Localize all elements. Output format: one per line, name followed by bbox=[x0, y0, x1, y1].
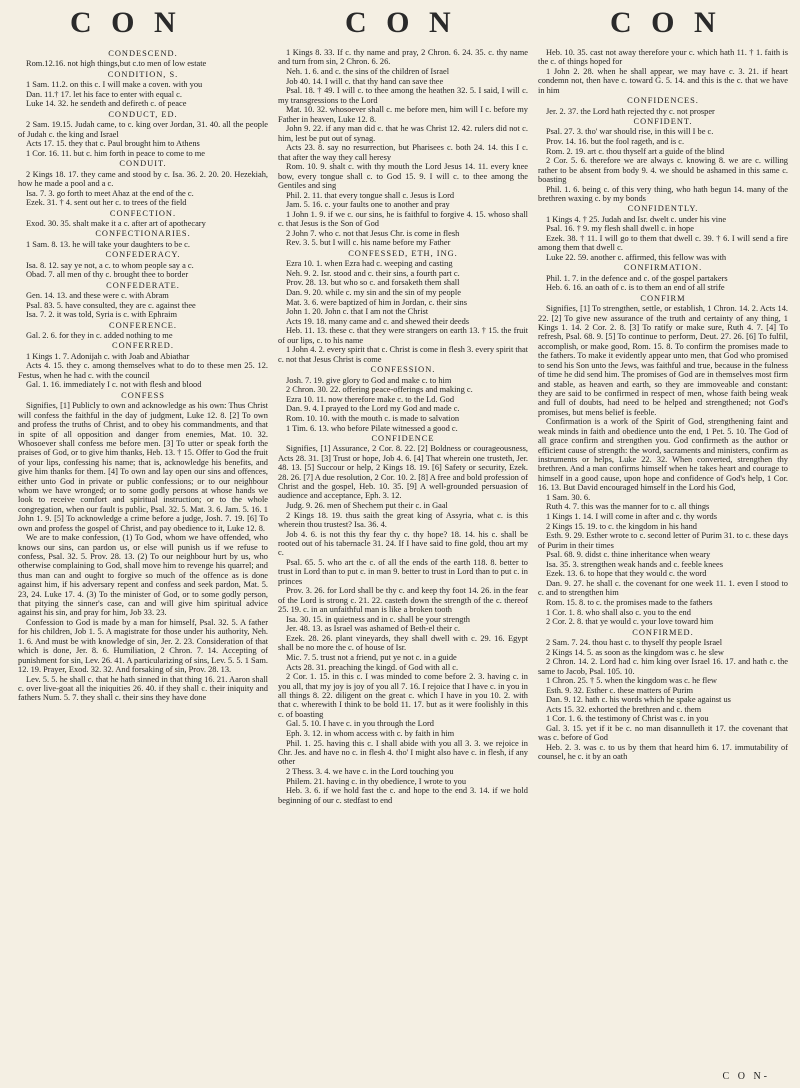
entry-text: Isa. 8. 12. say ye not, a c. to whom people say a c. bbox=[26, 260, 194, 270]
entry-text: Ezek. 28. 26. plant vineyards, they shall dwell with c. 29. 16. Egypt shall be no more the c. of house of Isr. bbox=[278, 633, 528, 653]
entry-headword: CONFIRMATION. bbox=[623, 263, 703, 273]
entry-text: 1 Sam. 11.2. on this c. I will make a coven. with you bbox=[26, 80, 203, 90]
entry-text: 1 Kings 8. 33. If c. thy name and pray, 2 Chron. 6. 24. 35. c. thy name and turn from sin, 2 Chron. 6. 26. bbox=[278, 48, 528, 67]
entry-text: Psal. 83. 5. have consulted, they are c. against thee bbox=[26, 300, 196, 310]
entry-text: Gal. 5. 10. I have c. in you through the Lord bbox=[286, 719, 434, 729]
entry-headword: CONFIDENCES. bbox=[627, 96, 699, 106]
entry-text: Acts 28. 31. preaching the kingd. of God with all c. bbox=[286, 662, 459, 672]
entry-text: Phil. 2. 11. that every tongue shall c. Jesus is Lord bbox=[286, 190, 455, 200]
entry-text: Lev. 5. 5. he shall c. that he hath sinned in that thing 16. 21. Aaron shall c. over live-goat all the iniquities 26. 40. if they shall c. their iniquity and fathers Num. 5. 7. they shall c. their sins they have done bbox=[18, 674, 268, 703]
entry-text: 2 Cor. 2. 8. that ye would c. your love toward him bbox=[546, 617, 714, 627]
running-header bbox=[0, 6, 800, 42]
entry-text: Phil. 1. 25. having this c. I shall abide with you all 3. 3. we rejoice in Chr. Jes. and have no c. in flesh 4. tho' I might also have c. in flesh, if any other bbox=[278, 738, 528, 767]
entry-text: Judg. 9. 26. men of Shechem put their c. in Gaal bbox=[286, 500, 448, 510]
entry-text: Prov. 14. 16. but the fool rageth, and is c. bbox=[546, 137, 685, 147]
entry-text: Josh. 7. 19. give glory to God and make c. to him bbox=[286, 375, 452, 385]
entry-text: Isa. 30. 15. in quietness and in c. shall be your strength bbox=[286, 614, 470, 624]
entry-text: Heb. 11. 13. these c. that they were strangers on earth 13. † 15. the fruit of our lips, c. to his name bbox=[278, 326, 528, 345]
entry-text: Prov. 3. 26. for Lord shall be thy c. and keep thy foot 14. 26. in the fear of the Lord is strong c. 21. 22. casteth down the strength of the c. thereof 25. 19. c. in an unfaithful man is like a broken tooth bbox=[278, 586, 528, 615]
entry-text: Dan. 9. 27. he shall c. the covenant for one week 11. 1. even I stood to c. and to strengthen him bbox=[538, 578, 788, 598]
entry-text: Philem. 21. having c. in thy obedience, I wrote to you bbox=[286, 776, 467, 786]
entry-text: 1 John 4. 2. every spirit that c. Christ is come in flesh 3. every spirit that c. not that Jesus Christ is come bbox=[278, 345, 528, 364]
entry-text: Gal. 1. 16. immediately I c. not with flesh and blood bbox=[26, 380, 202, 390]
entry-text: 2 Cor. 5. 6. therefore we are always c. knowing 8. we are c. willing rather to be absent from body 9. 4. we should be ashamed in this same c. boasting bbox=[538, 156, 788, 185]
entry-text: Ruth 4. 7. this was the manner for to c. all things bbox=[546, 502, 710, 512]
entry-text: Dan. 11.† 17. let his face to enter with equal c. bbox=[26, 89, 182, 99]
entry-text: Eph. 3. 12. in whom access with c. by faith in him bbox=[286, 728, 455, 738]
entry-text: 1 Sam. 8. 13. he will take your daughters to be c. bbox=[26, 239, 190, 249]
entry-headword: CONFEDERATE. bbox=[106, 280, 180, 290]
entry-headword: CONFECTION. bbox=[109, 208, 177, 218]
entry-text: 1 Tim. 6. 13. who before Pilate witnessed a good c. bbox=[286, 423, 458, 433]
entry-text: Jer. 48. 13. as Israel was ashamed of Beth-el their c. bbox=[286, 624, 460, 634]
entry-text: Acts 15. 32. exhorted the brethren and c. them bbox=[546, 704, 702, 714]
entry-text: Luke 14. 32. he sendeth and defireth c. of peace bbox=[26, 99, 187, 109]
entry-text: Mat. 10. 32. whosoever shall c. me before men, him will I c. before my Father in heaven, Luke 12. 8. bbox=[278, 105, 528, 124]
entry-headword: CONFESSED, ETH, ING. bbox=[348, 248, 458, 258]
entry-text: 2 Chron. 30. 22. offering peace-offerings and making c. bbox=[286, 385, 473, 395]
entry-text: Phil. 1. 6. being c. of this very thing, who hath begun 14. many of the brethren waxing c. by my bonds bbox=[538, 184, 788, 204]
entry-text: Ezek. 38. † 11. I will go to them that dwell c. 39. † 6. I will send a fire among them that dwell c. bbox=[538, 234, 788, 253]
entry-text: Dan. 9. 20. while c. my sin and the sin of my people bbox=[286, 287, 461, 297]
entry-text: Acts 4. 15. they c. among themselves what to do to these men 25. 12. Festus, when he had c. with the council bbox=[18, 361, 268, 380]
entry-text: Gal. 2. 6. for they in c. added nothing to me bbox=[26, 331, 173, 341]
entry-text: 2 Chron. 14. 2. Lord had c. him king over Israel 16. 17. and hath c. the same to Jacob, Psal. 105. 10. bbox=[538, 657, 788, 676]
entry-text: 1 Kings 1. 14. I will come in after and c. thy words bbox=[546, 511, 717, 521]
entry-text: Jam. 5. 16. c. your faults one to another and pray bbox=[286, 200, 450, 210]
entry-text: Mic. 7. 5. trust not a friend, put ye not c. in a guide bbox=[286, 652, 457, 662]
entry-text: 1 Cor. 1. 8. who shall also c. you to the end bbox=[546, 607, 691, 617]
entry-headword: CONDESCEND. bbox=[108, 49, 178, 58]
entry-headword: CONFESS bbox=[121, 390, 165, 400]
entry-text: Psal. 65. 5. who art the c. of all the ends of the earth 118. 8. better to trust in Lord than to put c. in man 9. better to trust in Lord than to put c. in princes bbox=[278, 557, 528, 586]
entry-headword: CONFIDENTLY. bbox=[627, 204, 699, 214]
header-right: C O N bbox=[610, 6, 722, 39]
entry-text: 2 Sam. 7. 24. thou hast c. to thyself thy people Israel bbox=[546, 637, 723, 647]
entry-text: Acts 19. 18. many came and c. and shewed their deeds bbox=[286, 316, 470, 326]
entry-headword: CONFERENCE. bbox=[108, 320, 177, 330]
text-column-1 bbox=[18, 48, 268, 1078]
entry-text: Job 40. 14. I will c. that thy hand can save thee bbox=[286, 76, 444, 86]
entry-text: 2 Sam. 19.15. Judah came, to c. king over Jordan, 31. 40. all the people of Judah c. the king and Israel bbox=[18, 120, 268, 139]
entry-text: Psal. 18. † 49. I will c. to thee among the heathen 32. 5. I said, I will c. my transgressions to the Lord bbox=[278, 86, 528, 105]
entry-text: Psal. 27. 3. tho' war should rise, in this will I be c. bbox=[546, 127, 714, 137]
entry-text: Rom. 10. 10. with the mouth c. is made to salvation bbox=[286, 413, 460, 423]
entry-text: Isa. 7. 3. go forth to meet Ahaz at the end of the c. bbox=[26, 188, 194, 198]
entry-text: 2 Thess. 3. 4. we have c. in the Lord touching you bbox=[286, 766, 454, 776]
entry-text: Dan. 9. 4. I prayed to the Lord my God and made c. bbox=[286, 404, 460, 414]
header-left: C O N bbox=[70, 6, 182, 39]
entry-text: Ezek. 13. 6. to hope that they would c. the word bbox=[546, 569, 707, 579]
entry-text: Ezra 10. 11. now therefore make c. to the Ld. God bbox=[286, 394, 455, 404]
entry-text: Isa. 35. 3. strengthen weak hands and c. feeble knees bbox=[546, 559, 723, 569]
entry-text: 2 Cor. 1. 15. in this c. I was minded to come before 2. 3. having c. in you all, that my joy is joy of you all 7. 16. I rejoice that I have c. in you in all things 8. 22. diligent on the great c. which I have in you 10. 2. with that c. wherewith I think to be bold 11. 17. but as it were foolishly in this c. of boasting bbox=[278, 672, 528, 719]
entry-headword: CONFIRMED. bbox=[632, 627, 694, 637]
entry-text: Neh. 1. 6. and c. the sins of the children of Israel bbox=[286, 67, 450, 76]
entry-text: Neh. 9. 2. Isr. stood and c. their sins, a fourth part c. bbox=[286, 268, 460, 278]
entry-text: Job 4. 6. is not this thy fear thy c. thy hope? 18. 14. his c. shall be rooted out of his tabernacle 31. 24. If I have said to fine gold, thou art my c. bbox=[278, 529, 528, 558]
entry-text: Ezek. 31. † 4. sent out her c. to trees of the field bbox=[26, 198, 187, 208]
entry-text: 2 Kings 14. 5. as soon as the kingdom was c. he slew bbox=[546, 647, 724, 657]
entry-text: Gen. 14. 13. and these were c. with Abram bbox=[26, 291, 169, 301]
entry-text: Phil. 1. 7. in the defence and c. of the gospel partakers bbox=[546, 273, 728, 283]
entry-text: Rom.12.16. not high things,but c.to men of low estate bbox=[26, 59, 207, 69]
entry-headword: CONFERRED. bbox=[112, 341, 174, 351]
entry-text: 1 Cor. 1. 6. the testimony of Christ was c. in you bbox=[546, 714, 709, 724]
entry-headword: CONFESSION. bbox=[370, 365, 436, 375]
entry-headword: CONFECTIONARIES. bbox=[95, 229, 191, 239]
entry-text: Exod. 30. 35. shalt make it a c. after art of apothecary bbox=[26, 219, 206, 229]
entry-headword: CONFIDENT. bbox=[633, 117, 693, 127]
entry-text: Psal. 16. † 9. my flesh shall dwell c. in hope bbox=[546, 224, 694, 234]
entry-text: Rom. 10. 9. shalt c. with thy mouth the Lord Jesus 14. 11. every knee bow, every tongue shall c. to God 15. 9. I will c. to thee among the Gentiles and sing bbox=[278, 162, 528, 190]
entry-headword: CONFIDENCE bbox=[371, 433, 435, 443]
entry-text: 2 Kings 18. 17. they came and stood by c. Isa. 36. 2. 20. 20. Hezekiah, how he made a pool and a c. bbox=[18, 169, 268, 189]
entry-text: Jer. 2. 37. the Lord hath rejected thy c. not prosper bbox=[546, 106, 715, 116]
entry-text: John 9. 22. if any man did c. that he was Christ 12. 42. rulers did not c. him, lest be put out of synag. bbox=[278, 124, 528, 143]
entry-text: 1 Chron. 25. † 5. when the kingdom was c. he flew bbox=[546, 676, 717, 686]
entry-text: 1 Cor. 16. 11. but c. him forth in peace to come to me bbox=[26, 148, 206, 158]
entry-text: Heb. 6. 16. an oath of c. is to them an end of all strife bbox=[546, 283, 725, 293]
entry-text: Signifies, [1] Publicly to own and acknowledge as his own: Thus Christ will confess the faithful in the day of judgment, Luke 12. 8. [2] To own and profess the truths of Christ, and to obey his commandments, and that in spite of all opposition and danger from enemies, Mat. 10. 32. Whosoever shall confess me before men. [3] To utter or speak forth the praises of God, or to give him thanks, Heb. 13. † 15. Offer to God the fruit of your lips, confessing his name; that is, acknowledge his benefits, and give him thanks for them. [4] To own and lay open our sins and offences, either unto God in private or public confessions; or to our neighbour whom we have wronged; or to some godly persons at whose hands we look to receive comfort and spiritual instruction; or to the whole congregation, when our fault is public, Psal. 32. 5. Mat. 3. 6. Jam. 5. 16. 1 John 1. 9. [5] To acknowledge a crime before a judge, Josh. 7. 19. [6] To own and profess the gospel of Christ, and pay obedience to it, Luke 12. 8. bbox=[18, 401, 268, 533]
entry-text: Prov. 28. 13. but who so c. and forsaketh them shall bbox=[286, 278, 460, 288]
entry-text: Isa. 7. 2. it was told, Syria is c. with Ephraim bbox=[26, 310, 177, 320]
text-column-3 bbox=[538, 48, 788, 1078]
entry-text: Heb. 3. 6. if we hold fast the c. and hope to the end 3. 14. if we hold beginning of our c. stedfast to end bbox=[278, 786, 528, 805]
text-column-2 bbox=[278, 48, 528, 1078]
entry-text: Ezra 10. 1. when Ezra had c. weeping and casting bbox=[286, 259, 453, 269]
entry-text: Gal. 3. 15. yet if it be c. no man disannulleth it 17. the covenant that was c. before of God bbox=[538, 724, 788, 743]
header-center: C O N bbox=[345, 6, 457, 39]
entry-text: 1 Kings 4. † 25. Judah and Isr. dwelt c. under his vine bbox=[546, 214, 727, 224]
entry-text: Rom. 2. 19. art c. thou thyself art a guide of the blind bbox=[546, 146, 725, 156]
entry-text: Esth. 9. 32. Esther c. these matters of Purim bbox=[546, 685, 694, 695]
entry-text: Heb. 2. 3. was c. to us by them that heard him 6. 17. immutability of counsel, he c. it by an oath bbox=[538, 743, 788, 762]
entry-headword: CONDUIT. bbox=[119, 159, 167, 169]
entry-text: 2 John 7. who c. not that Jesus Chr. is come in flesh bbox=[286, 228, 460, 238]
entry-text: Rom. 15. 8. to c. the promises made to the fathers bbox=[546, 597, 713, 607]
entry-text: 1 John 1. 9. if we c. our sins, he is faithful to forgive 4. 15. whoso shall c. that Jesus is the Son of God bbox=[278, 209, 528, 229]
entry-text: Dan. 9. 12. hath c. his words which he spake against us bbox=[546, 695, 731, 705]
entry-text: 1 Sam. 30. 6. bbox=[546, 492, 591, 502]
entry-headword: CONFEDERACY. bbox=[105, 250, 181, 260]
entry-text: Signifies, [1] Assurance, 2 Cor. 8. 22. [2] Boldness or courageousness, Acts 28. 31. [3] Trust or hope, Job 4. 6. [4] That wherein one trusteth, Jer. 48. 13. [5] Succour or help, 2 Kings 18. 19. [6] Safety or security, Ezek. 28. 26. [7] A due resolution, 2 Cor. 10. 2. [8] A free and bold profession of Christ and the gospel, Heb. 10. 35. [9] A well-grounded persuasion of audience and acceptance, Eph. 3. 12. bbox=[278, 444, 528, 501]
entry-headword: CONDITION, S. bbox=[107, 69, 179, 79]
entry-text: Confirmation is a work of the Spirit of God, strengthening faint and weak minds in faith and obedience unto the end, 1 Pet. 5. 10. The God of all grace confirm and strengthen you. God confirmeth as the author or efficient cause of strength: the word, sacraments and ministers, confirm as instruments or helps, Luke 22. 32. When converted, strengthen thy brethren. And a man confirms himself when he takes heart and courage to himself in a good cause, upon hope and confidence of God's help, 1 Cor. 16. 13. But David encouraged himself in the Lord his God, bbox=[538, 417, 788, 493]
catchword: C O N- bbox=[722, 1071, 770, 1082]
entry-text: Confession to God is made by a man for himself, Psal. 32. 5. A father for his children, Job 1. 5. A magistrate for those under his authority, Neh. 1. 6. And must be with knowledge of sin, Jer. 2. 23. Consideration of that which is done, Jer. 8. 6. Humiliation, 2 Chron. 7. 14. Accepting of punishment for sin, Lev. 26. 41. A particularizing of sins, Lev. 5. 5. 1 Sam. 12. 19. Prayer, Exod. 32. 32. And forsaking of sin, Prov. 28. 13. bbox=[18, 618, 268, 675]
entry-text: Psal. 68. 9. didst c. thine inheritance when weary bbox=[546, 550, 711, 560]
entry-text: 1 Kings 1. 7. Adonijah c. with Joab and Abiathar bbox=[26, 351, 190, 361]
entry-text: Signifies, [1] To strengthen, settle, or establish, 1 Chron. 14. 2. Acts 14. 22. [2] To give new assurance of the truth and certainty of any thing, 1 Kings 1. 14. 2 Cor. 2. 8. [3] To ratify or make sure, Ruth 4. 7. [4] To refresh, Psal. 68. 9. [5] To continue to perform, Deut. 27. 26. [6] To fulfil, accomplish, or make good, Rom. 15. 8. To confirm the promises made to the fathers. To make it evidently appear unto men, that God who promised to send his Son unto the Jews, was faithful and true, because in the fulness of time he did send him. The promises of God are in themselves most firm and stable, as heaven and earth, so they are immoveable and constant: they are said to be confirmed in respect of men, whose faith being weak and full of doubts, had need to be helped and strengthened; not God's promises, but mens belief is feeble. bbox=[538, 304, 788, 417]
entry-text: 2 Kings 18. 19. thus saith the great king of Assyria, what c. is this wherein thou trustest? Isa. 36. 4. bbox=[278, 510, 528, 529]
entry-text: 1 John 2. 28. when he shall appear, we may have c. 3. 21. if heart condemn not, then have c. toward G. 5. 14. and this is the c. that we have in him bbox=[538, 67, 788, 95]
entry-text: Mat. 3. 6. were baptized of him in Jordan, c. their sins bbox=[286, 297, 467, 307]
entry-text: We are to make confession, (1) To God, whom we have offended, who knows our sins, can pardon us, or else will punish us if we refuse to confess, Psal. 32. 5. Prov. 28. 13. (2) To our neighbour hurt by us, who otherwise complaining to God, shall move him to revenge his quarrel; and thus man can and ought to forgive so much of the offence as is done against him, if his adversary repent and confess and seek pardon, Mat. 5. 23, 24. Luke 17. 4. (3) To the minister of God, or to some godly person, that pitying the sinner's case, can and will give him spiritual advice against his sin, and pray for him, Job 33. 23. bbox=[18, 533, 268, 618]
entry-text: 2 Kings 15. 19. to c. the kingdom in his hand bbox=[546, 521, 697, 531]
entry-headword: CONFIRM bbox=[640, 293, 686, 303]
entry-text: Acts 17. 15. they that c. Paul brought him to Athens bbox=[26, 139, 200, 149]
entry-text: Esth. 9. 29. Esther wrote to c. second letter of Purim 31. to c. these days of Purim in their times bbox=[538, 531, 788, 550]
entry-text: Obad. 7. all men of thy c. brought thee to border bbox=[26, 270, 189, 280]
entry-text: Rev. 3. 5. but I will c. his name before my Father bbox=[286, 238, 451, 248]
entry-headword: CONDUCT, ED. bbox=[108, 109, 178, 119]
entry-text: Heb. 10. 35. cast not away therefore your c. which hath 11. † 1. faith is the c. of things hoped for bbox=[538, 48, 788, 67]
entry-text: John 1. 20. John c. that I am not the Christ bbox=[286, 307, 429, 317]
entry-text: Acts 23. 8. say no resurrection, but Pharisees c. both 24. 14. this I c. that after the way they call heresy bbox=[278, 143, 528, 162]
entry-text: Luke 22. 59. another c. affirmed, this fellow was with bbox=[546, 253, 727, 263]
